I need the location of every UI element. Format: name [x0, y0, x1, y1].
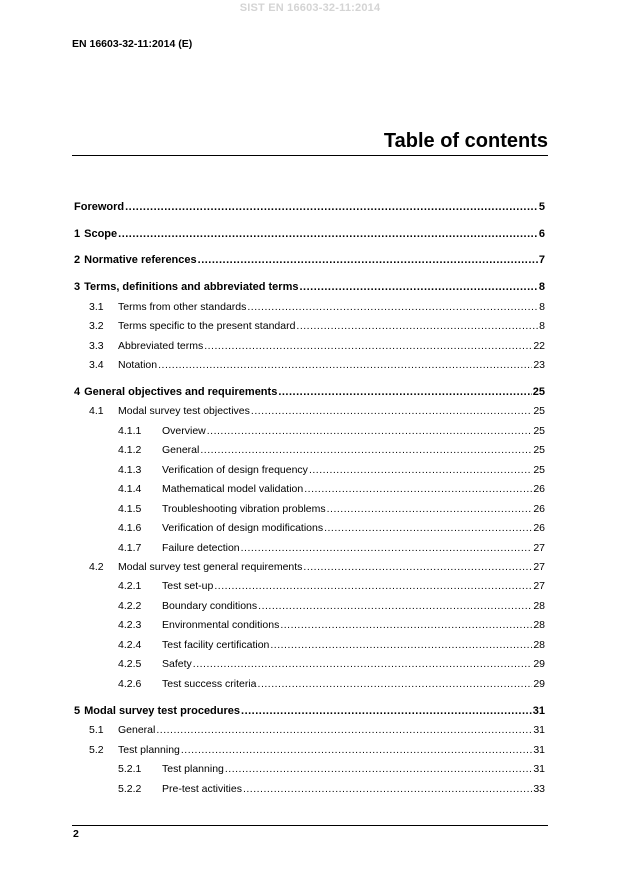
toc-entry-page: 25	[533, 425, 545, 437]
toc-entry-page: 8	[539, 301, 545, 313]
toc-entry-page: 29	[533, 678, 545, 690]
toc-entry-number: 4.1.2	[118, 444, 142, 456]
toc-dot-leader	[156, 722, 532, 738]
toc-dot-leader	[200, 442, 532, 458]
toc-entry-title: Terms specific to the present standard	[118, 320, 296, 332]
toc-entry-number: 3.3	[89, 340, 104, 352]
toc-entry[interactable]	[118, 481, 545, 497]
toc-entry-page: 22	[533, 340, 545, 352]
watermark: SIST EN 16603-32-11:2014	[239, 2, 381, 14]
toc-entry-page: 27	[533, 561, 545, 573]
toc-entry-page: 31	[533, 763, 545, 775]
toc-entry[interactable]	[89, 299, 545, 315]
toc-dot-leader	[303, 559, 532, 575]
toc-entry[interactable]	[89, 403, 545, 419]
toc-entry-page: 25	[533, 444, 545, 456]
toc-entry-page: 25	[532, 386, 545, 398]
toc-dot-leader	[125, 199, 538, 215]
toc-entry[interactable]	[89, 559, 545, 575]
toc-entry-page: 31	[533, 724, 545, 736]
toc-entry[interactable]	[118, 676, 545, 692]
toc-entry[interactable]	[118, 578, 545, 594]
toc-dot-leader	[118, 226, 538, 242]
toc-entry-page: 27	[533, 580, 545, 592]
toc-entry-page: 28	[533, 639, 545, 651]
toc-dot-leader	[296, 318, 538, 334]
toc-entry-title: Boundary conditions	[162, 600, 258, 612]
toc-entry-number: 5.1	[89, 724, 104, 736]
toc-entry-title: Foreword	[74, 201, 125, 213]
toc-entry-number: 4.2	[89, 561, 104, 573]
toc-entry-number: 3.4	[89, 359, 104, 371]
toc-entry-page: 28	[533, 600, 545, 612]
toc-entry-title: General	[162, 444, 200, 456]
toc-entry-page: 27	[533, 542, 545, 554]
toc-dot-leader	[258, 598, 532, 614]
toc-dot-leader	[158, 357, 532, 373]
footer-divider	[72, 825, 548, 826]
toc-entry-number: 5.2	[89, 744, 104, 756]
toc-entry[interactable]	[118, 442, 545, 458]
toc-entry[interactable]	[74, 252, 545, 268]
toc-entry-title: Normative references	[84, 254, 197, 266]
toc-entry-page: 31	[533, 744, 545, 756]
toc-entry-number: 3	[74, 281, 81, 293]
toc-entry[interactable]	[89, 742, 545, 758]
toc-entry-title: General objectives and requirements	[84, 386, 278, 398]
document-id: EN 16603-32-11:2014 (E)	[72, 38, 193, 50]
toc-entry-title: Overview	[162, 425, 206, 437]
toc-entry-page: 25	[533, 405, 545, 417]
toc-entry[interactable]	[74, 226, 545, 242]
toc-entry-page: 28	[533, 619, 545, 631]
toc-entry-page: 25	[533, 464, 545, 476]
toc-entry[interactable]	[118, 520, 545, 536]
toc-entry-number: 4	[74, 386, 81, 398]
toc-dot-leader	[304, 481, 532, 497]
toc-dot-leader	[270, 637, 532, 653]
toc-dot-leader	[204, 338, 532, 354]
toc-entry-page: 31	[532, 705, 545, 717]
toc-entry-title: Modal survey test procedures	[84, 705, 241, 717]
toc-entry-title: Troubleshooting vibration problems	[162, 503, 326, 515]
toc-dot-leader	[193, 656, 533, 672]
toc-entry-page: 8	[539, 320, 545, 332]
toc-entry-title: Mathematical model validation	[162, 483, 304, 495]
toc-entry-number: 2	[74, 254, 81, 266]
toc-dot-leader	[181, 742, 532, 758]
toc-entry[interactable]	[74, 199, 545, 215]
toc-entry[interactable]	[118, 423, 545, 439]
toc-entry[interactable]	[118, 637, 545, 653]
toc-entry-page: 26	[533, 522, 545, 534]
toc-entry-number: 4.1.4	[118, 483, 142, 495]
page-number: 2	[73, 828, 79, 840]
toc-entry-title: Modal survey test objectives	[118, 405, 250, 417]
toc-entry-number: 4.2.2	[118, 600, 142, 612]
toc-entry-number: 4.2.1	[118, 580, 142, 592]
toc-dot-leader	[327, 501, 533, 517]
toc-entry-page: 6	[538, 228, 545, 240]
toc-entry-number: 4.2.6	[118, 678, 142, 690]
toc-entry-number: 4.1.5	[118, 503, 142, 515]
toc-entry-title: General	[118, 724, 156, 736]
toc-entry[interactable]	[74, 279, 545, 295]
toc-entry-title: Terms, definitions and abbreviated terms	[84, 281, 299, 293]
toc-entry[interactable]	[89, 722, 545, 738]
toc-entry-title: Terms from other standards	[118, 301, 247, 313]
toc-dot-leader	[251, 403, 532, 419]
toc-entry-number: 5	[74, 705, 81, 717]
toc-entry-title: Test set-up	[162, 580, 214, 592]
toc-entry-title: Test planning	[118, 744, 180, 756]
toc-dot-leader	[258, 676, 533, 692]
toc-dot-leader	[207, 423, 533, 439]
toc-entry-page: 8	[538, 281, 545, 293]
toc-entry-title: Notation	[118, 359, 158, 371]
toc-entry-number: 4.1.3	[118, 464, 142, 476]
toc-entry[interactable]	[74, 703, 545, 719]
toc-entry-number: 4.2.5	[118, 658, 142, 670]
toc-entry-page: 26	[533, 503, 545, 515]
toc-entry-title: Failure detection	[162, 542, 240, 554]
toc-entry-number: 4.2.4	[118, 639, 142, 651]
toc-entry-title: Test planning	[162, 763, 224, 775]
toc-dot-leader	[241, 703, 532, 719]
toc-entry-title: Environmental conditions	[162, 619, 280, 631]
toc-dot-leader	[247, 299, 538, 315]
toc-entry[interactable]	[89, 357, 545, 373]
toc-entry[interactable]	[118, 501, 545, 517]
toc-entry[interactable]	[118, 761, 545, 777]
toc-dot-leader	[280, 617, 532, 633]
toc-entry-page: 33	[533, 783, 545, 795]
toc-entry-title: Modal survey test general requirements	[118, 561, 303, 573]
toc-entry-number: 4.1.1	[118, 425, 142, 437]
toc-entry[interactable]	[118, 617, 545, 633]
toc-entry-title: Scope	[84, 228, 118, 240]
toc-entry[interactable]	[118, 462, 545, 478]
toc-entry-title: Test facility certification	[162, 639, 270, 651]
toc-entry[interactable]	[118, 656, 545, 672]
toc-dot-leader	[214, 578, 532, 594]
toc-entry-number: 3.1	[89, 301, 104, 313]
toc-entry-number: 1	[74, 228, 81, 240]
toc-entry-number: 4.2.3	[118, 619, 142, 631]
toc-entry-title: Safety	[162, 658, 192, 670]
toc-dot-leader	[309, 462, 532, 478]
toc-entry-page: 26	[533, 483, 545, 495]
toc-entry-title: Test success criteria	[162, 678, 257, 690]
toc-dot-leader	[225, 761, 532, 777]
toc-dot-leader	[241, 540, 533, 556]
toc-dot-leader	[278, 384, 531, 400]
toc-dot-leader	[243, 781, 532, 797]
toc-entry[interactable]	[74, 384, 545, 400]
toc-entry[interactable]	[118, 598, 545, 614]
toc-entry-number: 4.1	[89, 405, 104, 417]
toc-dot-leader	[299, 279, 537, 295]
toc-entry-page: 5	[538, 201, 545, 213]
toc-entry-number: 5.2.2	[118, 783, 142, 795]
toc-entry-page: 29	[533, 658, 545, 670]
toc-entry-page: 23	[533, 359, 545, 371]
toc-dot-leader	[198, 252, 538, 268]
toc-entry-title: Abbreviated terms	[118, 340, 204, 352]
toc-entry-number: 4.1.7	[118, 542, 142, 554]
toc-entry[interactable]	[89, 318, 545, 334]
toc-entry-number: 4.1.6	[118, 522, 142, 534]
toc-entry-page: 7	[538, 254, 545, 266]
page-title: Table of contents	[383, 130, 548, 152]
toc-entry-number: 3.2	[89, 320, 104, 332]
toc-entry-number: 5.2.1	[118, 763, 142, 775]
toc-dot-leader	[324, 520, 532, 536]
toc-entry-title: Pre-test activities	[162, 783, 242, 795]
toc-entry-title: Verification of design modifications	[162, 522, 324, 534]
toc-entry[interactable]	[118, 781, 545, 797]
toc-entry-title: Verification of design frequency	[162, 464, 308, 476]
toc-entry[interactable]	[89, 338, 545, 354]
toc-entry[interactable]	[118, 540, 545, 556]
